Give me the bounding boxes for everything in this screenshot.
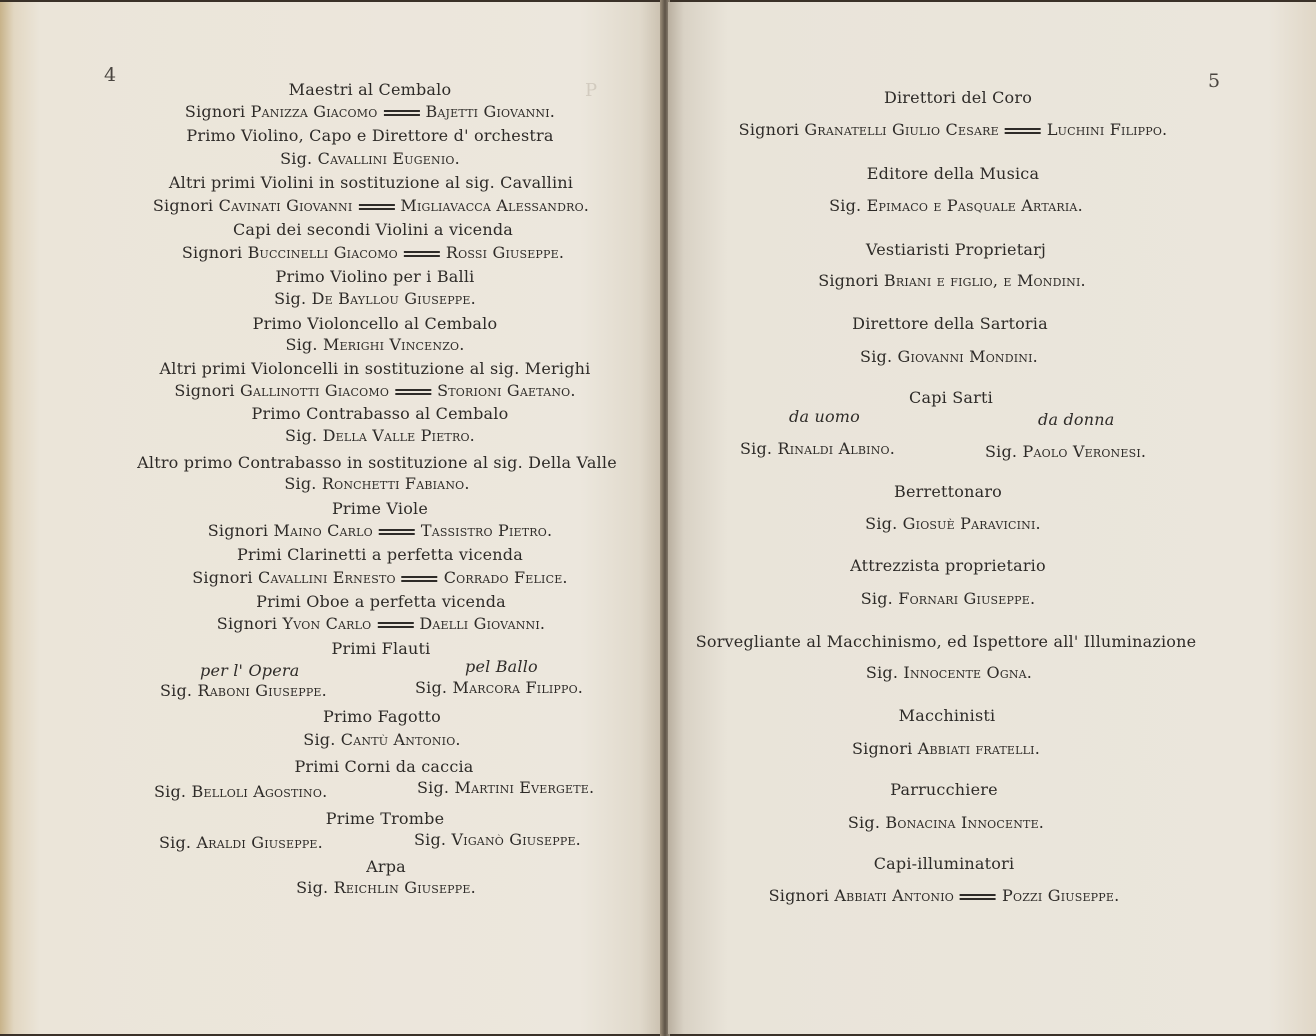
personnel-line [160,681,327,701]
name-prefix: Sig. [284,474,317,493]
role-heading: Maestri al Cembalo [288,80,452,99]
double-dash [377,622,413,628]
name-prefix: Sig. [303,730,336,749]
person-name: Maino Carlo [273,521,373,540]
person-name: Abbiati Antonio [834,886,955,905]
person-name: De Bayllou Giuseppe. [311,289,476,308]
double-dash [379,529,415,535]
person-name: Migliavacca Alessandro. [400,196,590,215]
name-prefix: Signori [818,271,879,290]
name-prefix: Signori [181,243,243,262]
personnel-line [740,439,895,459]
person-name: Bajetti Giovanni. [425,102,556,121]
personnel-line [159,833,323,853]
personnel-line [417,778,594,798]
person-name: Cavallini Ernesto [258,568,396,587]
role-heading: Sorvegliante al Macchinismo, ed Ispettore all' Illuminazione [695,632,1197,651]
person-name: Abbiati fratelli. [917,739,1040,758]
name-prefix: Sig. [285,426,318,445]
personnel-line [414,830,581,850]
role-heading: Parrucchiere [890,780,998,799]
person-name: Merighi Vincenzo. [322,335,465,354]
name-prefix: Sig. [860,347,893,366]
double-dash [404,251,440,257]
role-heading: Altri primi Violini in sostituzione al sig. Cavallini [168,173,574,192]
person-name: Granatelli Giulio Cesare [804,120,999,139]
person-name: Storioni Gaetano. [437,381,576,400]
personnel-line [852,739,1040,759]
personnel-line [192,568,567,588]
person-name: Belloli Agostino. [191,782,328,801]
name-prefix: Sig. [285,335,318,354]
personnel-line [153,196,589,216]
person-name: Yvon Carlo [282,614,372,633]
role-heading: Capi-illuminatori [873,854,1015,873]
role-heading: Primo Violoncello al Cembalo [252,314,498,333]
name-prefix: Sig. [865,514,898,533]
page-number: 5 [1208,70,1221,92]
sub-heading: da uomo [789,407,861,426]
name-prefix: Signori [738,120,800,139]
role-heading: Primo Violino per i Balli [275,267,475,286]
name-prefix: Sig. [865,663,899,682]
double-dash [960,894,996,900]
sub-heading: per l' Opera [200,661,300,680]
right-page [668,2,1316,1034]
person-name: Rinaldi Albino. [777,439,896,458]
personnel-line [154,782,327,802]
role-heading: Primi Corni da caccia [294,757,474,776]
person-name: Bonacina Innocente. [885,813,1045,832]
personnel-line [217,614,545,634]
name-prefix: Signori [207,521,269,540]
role-heading: Primo Contrabasso al Cembalo [251,404,509,423]
personnel-line [182,243,564,263]
sub-heading: pel Ballo [465,657,538,676]
role-heading: Primo Violino, Capo e Direttore d' orchestra [186,126,554,145]
personnel-line [739,120,1168,140]
role-heading: Primi Oboe a perfetta vicenda [256,592,506,611]
person-name: Martini Evergete. [454,778,595,797]
personnel-line [865,514,1041,534]
name-prefix: Signori [174,381,235,400]
name-prefix: Signori [216,614,278,633]
person-name: Luchini Filippo. [1046,120,1168,139]
name-prefix: Signori [152,196,214,215]
person-name: Cavinati Giovanni [218,196,353,215]
person-name: Tassistro Pietro. [420,521,553,540]
person-name: Ronchetti Fabiano. [321,474,470,493]
role-heading: Berrettonaro [893,482,1003,501]
role-heading: Editore della Musica [866,164,1040,183]
name-prefix: Sig. [740,439,773,458]
personnel-line [303,730,460,750]
role-heading: Direttori del Coro [883,88,1033,107]
personnel-line [208,521,553,541]
role-heading: Direttore della Sartoria [852,314,1048,333]
person-name: Cavallini Eugenio. [317,149,460,168]
personnel-line [829,196,1083,216]
person-name: Rossi Giuseppe. [445,243,565,262]
personnel-line [985,442,1146,462]
personnel-line [284,474,469,494]
person-name: Marcora Filippo. [452,678,584,697]
person-name: Fornari Giuseppe. [898,589,1036,608]
name-prefix: Sig. [415,678,448,697]
name-prefix: Sig. [274,289,307,308]
name-prefix: Sig. [829,196,862,215]
double-dash [402,576,438,582]
name-prefix: Signori [184,102,246,121]
role-heading: Primi Flauti [331,639,431,658]
person-name: Giovanni Mondini. [897,347,1038,366]
bleed-through-text: P [585,80,599,101]
person-name: Della Valle Pietro. [322,426,475,445]
personnel-line [185,102,555,122]
name-prefix: Signori [768,886,830,905]
name-prefix: Sig. [160,681,193,700]
person-name: Panizza Giacomo [250,102,378,121]
role-heading: Primo Fagotto [323,707,441,726]
personnel-line [285,426,475,446]
role-heading: Attrezzista proprietario [850,556,1046,575]
role-heading: Prime Viole [331,499,429,518]
personnel-line [285,335,464,355]
personnel-line [866,663,1032,683]
personnel-line [848,813,1044,833]
person-name: Daelli Giovanni. [419,614,546,633]
double-dash [383,110,419,116]
person-name: Giosuè Paravicini. [902,514,1041,533]
personnel-line [274,289,476,309]
person-name: Paolo Veronesi. [1022,442,1147,461]
person-name: Innocente Ogna. [903,663,1033,682]
person-name: Briani e figlio, e Mondini. [883,271,1086,290]
name-prefix: Sig. [280,149,313,168]
name-prefix: Signori [192,568,253,587]
name-prefix: Sig. [860,589,893,608]
role-heading: Arpa [366,857,406,876]
double-dash [395,389,431,395]
name-prefix: Sig. [296,878,329,897]
personnel-line [174,381,575,401]
name-prefix: Signori [852,739,913,758]
person-name: Reichlin Giuseppe. [333,878,476,897]
role-heading: Altri primi Violoncelli in sostituzione al sig. Merighi [159,359,591,378]
personnel-line [296,878,476,898]
name-prefix: Sig. [847,813,881,832]
role-heading: Prime Trombe [325,809,445,828]
role-heading: Capi Sarti [909,388,993,407]
name-prefix: Sig. [417,778,450,797]
name-prefix: Sig. [154,782,187,801]
personnel-line [860,347,1038,367]
person-name: Pozzi Giuseppe. [1002,886,1120,905]
double-dash [358,204,394,210]
personnel-line [415,678,583,698]
personnel-line [861,589,1035,609]
double-dash [1005,128,1041,134]
personnel-line [818,271,1086,291]
person-name: Cantù Antonio. [340,730,461,749]
role-heading: Altro primo Contrabasso in sostituzione al sig. Della Valle [137,453,617,472]
person-name: Corrado Felice. [443,568,568,587]
name-prefix: Sig. [985,442,1018,461]
name-prefix: Sig. [414,830,447,849]
person-name: Gallinotti Giacomo [240,381,390,400]
person-name: Buccinelli Giacomo [247,243,398,262]
role-heading: Macchinisti [898,706,996,725]
role-heading: Vestiaristi Proprietarj [865,240,1047,259]
person-name: Raboni Giuseppe. [197,681,327,700]
role-heading: Capi dei secondi Violini a vicenda [232,220,514,239]
sub-heading: da donna [1038,410,1115,429]
personnel-line [280,149,460,169]
left-page [0,2,663,1034]
personnel-line [769,886,1120,906]
page-number: 4 [104,64,117,86]
person-name: Epimaco e Pasquale Artaria. [866,196,1083,215]
person-name: Araldi Giuseppe. [196,833,323,852]
name-prefix: Sig. [159,833,192,852]
person-name: Viganò Giuseppe. [451,830,581,849]
role-heading: Primi Clarinetti a perfetta vicenda [237,545,523,564]
